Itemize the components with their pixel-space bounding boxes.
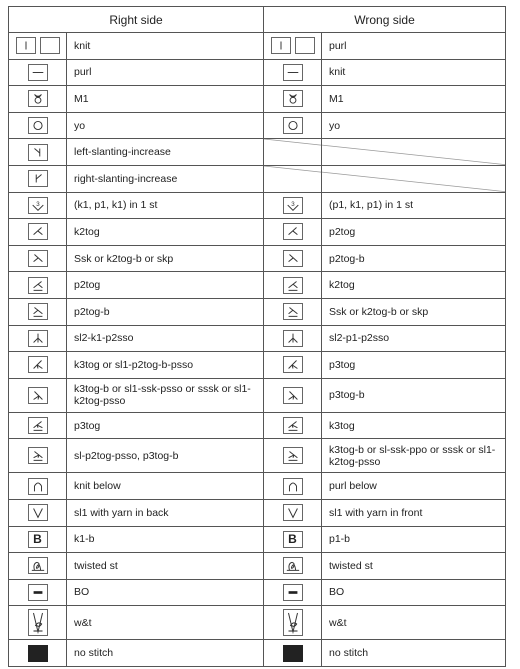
knit-below-icon <box>28 478 48 495</box>
wrong-side-label: sl1 with yarn in front <box>322 499 506 526</box>
right-side-label: right-slanting-increase <box>67 165 264 192</box>
right-side-symbol-cell <box>9 412 67 439</box>
right-side-label: knit below <box>67 473 264 500</box>
table-row <box>9 499 506 526</box>
wrong-side-symbol-cell <box>264 112 322 139</box>
wrong-side-label: p2tog <box>322 219 506 246</box>
p2tog-icon <box>28 277 48 294</box>
right-side-symbol-cell <box>9 579 67 606</box>
wrong-side-symbol-cell <box>264 192 322 219</box>
table-row <box>9 579 506 606</box>
wrong-side-symbol-cell <box>264 378 322 412</box>
right-side-label: p2tog-b <box>67 298 264 325</box>
table-row <box>9 165 506 192</box>
table-row <box>9 192 506 219</box>
right-side-symbol-cell <box>9 298 67 325</box>
table-row <box>9 378 506 412</box>
bind-off-icon <box>28 584 48 601</box>
knit-icon <box>16 37 36 54</box>
right-side-symbol-cell <box>9 553 67 580</box>
purl-icon <box>283 64 303 81</box>
diagonal-strike-line <box>322 139 505 165</box>
right-side-label: w&t <box>67 606 264 640</box>
knit-below-icon <box>283 478 303 495</box>
right-side-label: sl1 with yarn in back <box>67 499 264 526</box>
wrong-side-symbol-cell <box>264 325 322 352</box>
svg-text:3: 3 <box>290 200 295 208</box>
k2tog-icon <box>28 223 48 240</box>
right-side-label: p3tog <box>67 412 264 439</box>
right-side-label: sl-p2tog-psso, p3tog-b <box>67 439 264 473</box>
p3tog-icon <box>283 417 303 434</box>
twisted-st-icon <box>28 557 48 574</box>
header-right-side: Right side <box>9 7 264 33</box>
right-side-label: left-slanting-increase <box>67 139 264 166</box>
wrong-side-label: p2tog-b <box>322 245 506 272</box>
diagonal-strike-line <box>264 166 321 192</box>
wrong-side-label: yo <box>322 112 506 139</box>
purl-icon <box>28 64 48 81</box>
right-side-label: BO <box>67 579 264 606</box>
wrong-side-symbol-cell <box>264 298 322 325</box>
right-side-symbol-cell <box>9 86 67 113</box>
right-side-symbol-cell <box>9 473 67 500</box>
right-side-label: k2tog <box>67 219 264 246</box>
wrong-side-label: w&t <box>322 606 506 640</box>
wrong-side-label: twisted st <box>322 553 506 580</box>
table-row <box>9 526 506 553</box>
right-side-symbol-cell <box>9 192 67 219</box>
wrong-side-symbol-cell <box>264 499 322 526</box>
table-row <box>9 640 506 667</box>
wrong-side-symbol-cell <box>264 579 322 606</box>
wrap-turn-icon <box>28 609 48 636</box>
p3tog-icon <box>28 417 48 434</box>
right-side-symbol-cell <box>9 378 67 412</box>
right-side-label: p2tog <box>67 272 264 299</box>
wrong-side-symbol-cell <box>264 219 322 246</box>
wrong-side-symbol-cell <box>264 272 322 299</box>
right-side-symbol-cell <box>9 139 67 166</box>
k2tog-icon <box>283 223 303 240</box>
wrong-side-label: p3tog <box>322 352 506 379</box>
yo-icon <box>283 117 303 134</box>
wrong-side-symbol-cell <box>264 412 322 439</box>
table-row <box>9 298 506 325</box>
wrong-side-label: Ssk or k2tog-b or skp <box>322 298 506 325</box>
right-side-label: Ssk or k2tog-b or skp <box>67 245 264 272</box>
table-row <box>9 59 506 86</box>
wrong-side-symbol-cell <box>264 640 322 667</box>
p2tog-icon <box>283 277 303 294</box>
slip-icon <box>283 504 303 521</box>
right-side-label: sl2-k1-p2sso <box>67 325 264 352</box>
p3tog-b-icon <box>28 447 48 464</box>
not-applicable-cell <box>322 165 506 192</box>
no-stitch-icon <box>28 645 48 662</box>
not-applicable-cell <box>264 139 322 166</box>
wrong-side-label: (p1, k1, p1) in 1 st <box>322 192 506 219</box>
wrong-side-label: knit <box>322 59 506 86</box>
table-row <box>9 245 506 272</box>
no-stitch-icon <box>283 645 303 662</box>
wrong-side-symbol-cell <box>264 473 322 500</box>
wrong-side-label: M1 <box>322 86 506 113</box>
wrong-side-label: purl below <box>322 473 506 500</box>
wrong-side-symbol-cell <box>264 439 322 473</box>
right-side-label: knit <box>67 33 264 60</box>
right-side-symbol-cell <box>9 439 67 473</box>
right-side-symbol-cell <box>9 499 67 526</box>
right-side-symbol-cell <box>9 526 67 553</box>
right-side-symbol-cell <box>9 245 67 272</box>
bind-off-icon <box>283 584 303 601</box>
right-side-label: twisted st <box>67 553 264 580</box>
k3tog-b-icon <box>28 387 48 404</box>
k3tog-b-icon <box>283 387 303 404</box>
diagonal-strike-line <box>264 139 321 165</box>
wrong-side-symbol-cell <box>264 33 322 60</box>
right-side-symbol-cell <box>9 352 67 379</box>
three-in-one-icon <box>28 197 48 214</box>
p2tog-b-icon <box>28 303 48 320</box>
wrong-side-label: k3tog-b or sl-ssk-ppo or sssk or sl1-k2tog-psso <box>322 439 506 473</box>
right-side-symbol-cell <box>9 325 67 352</box>
not-applicable-cell <box>264 165 322 192</box>
right-side-symbol-cell <box>9 272 67 299</box>
wrong-side-symbol-cell <box>264 553 322 580</box>
wrong-side-label: purl <box>322 33 506 60</box>
table-row <box>9 439 506 473</box>
b-icon: B <box>283 531 303 548</box>
right-side-symbol-cell <box>9 59 67 86</box>
right-side-label: k3tog or sl1-p2tog-b-psso <box>67 352 264 379</box>
table-row <box>9 412 506 439</box>
b-icon: B <box>28 531 48 548</box>
not-applicable-cell <box>322 139 506 166</box>
right-side-label: k3tog-b or sl1-ssk-psso or sssk or sl1-k2tog-psso <box>67 378 264 412</box>
table-row <box>9 272 506 299</box>
ssk-icon <box>283 250 303 267</box>
p2tog-b-icon <box>283 303 303 320</box>
table-row <box>9 139 506 166</box>
sl2-k1-p2sso-icon <box>28 330 48 347</box>
table-row <box>9 553 506 580</box>
symbol-key-table <box>8 6 506 667</box>
m1-icon <box>28 90 48 107</box>
three-in-one-icon <box>283 197 303 214</box>
wrong-side-symbol-cell <box>264 86 322 113</box>
wrong-side-label: sl2-p1-p2sso <box>322 325 506 352</box>
right-side-label: k1-b <box>67 526 264 553</box>
svg-text:3: 3 <box>35 200 40 208</box>
wrong-side-symbol-cell <box>264 352 322 379</box>
right-side-label: (k1, p1, k1) in 1 st <box>67 192 264 219</box>
m1-icon <box>283 90 303 107</box>
right-side-symbol-cell <box>9 112 67 139</box>
right-side-label: purl <box>67 59 264 86</box>
table-row <box>9 325 506 352</box>
yo-icon <box>28 117 48 134</box>
table-row <box>9 112 506 139</box>
table-row <box>9 606 506 640</box>
ssk-icon <box>28 250 48 267</box>
right-side-symbol-cell <box>9 606 67 640</box>
right-increase-icon <box>28 170 48 187</box>
diagonal-strike-line <box>322 166 505 192</box>
knit-icon <box>271 37 291 54</box>
sl2-k1-p2sso-icon <box>283 330 303 347</box>
right-side-symbol-cell <box>9 165 67 192</box>
twisted-st-icon <box>283 557 303 574</box>
wrong-side-symbol-cell <box>264 526 322 553</box>
right-side-label: M1 <box>67 86 264 113</box>
k3tog-icon <box>283 356 303 373</box>
empty-square-icon <box>40 37 60 54</box>
right-side-symbol-cell <box>9 640 67 667</box>
table-row <box>9 219 506 246</box>
wrong-side-symbol-cell <box>264 606 322 640</box>
wrong-side-label: p3tog-b <box>322 378 506 412</box>
header-wrong-side: Wrong side <box>264 7 506 33</box>
slip-icon <box>28 504 48 521</box>
wrong-side-label: BO <box>322 579 506 606</box>
wrong-side-label: p1-b <box>322 526 506 553</box>
k3tog-icon <box>28 356 48 373</box>
wrong-side-label: k3tog <box>322 412 506 439</box>
right-side-label: yo <box>67 112 264 139</box>
wrong-side-label: k2tog <box>322 272 506 299</box>
wrap-turn-icon <box>283 609 303 636</box>
wrong-side-symbol-cell <box>264 59 322 86</box>
wrong-side-symbol-cell <box>264 245 322 272</box>
table-row <box>9 86 506 113</box>
right-side-symbol-cell <box>9 33 67 60</box>
table-row <box>9 352 506 379</box>
right-side-label: no stitch <box>67 640 264 667</box>
table-row <box>9 33 506 60</box>
table-row <box>9 473 506 500</box>
empty-square-icon <box>295 37 315 54</box>
left-increase-icon <box>28 144 48 161</box>
wrong-side-label: no stitch <box>322 640 506 667</box>
right-side-symbol-cell <box>9 219 67 246</box>
p3tog-b-icon <box>283 447 303 464</box>
